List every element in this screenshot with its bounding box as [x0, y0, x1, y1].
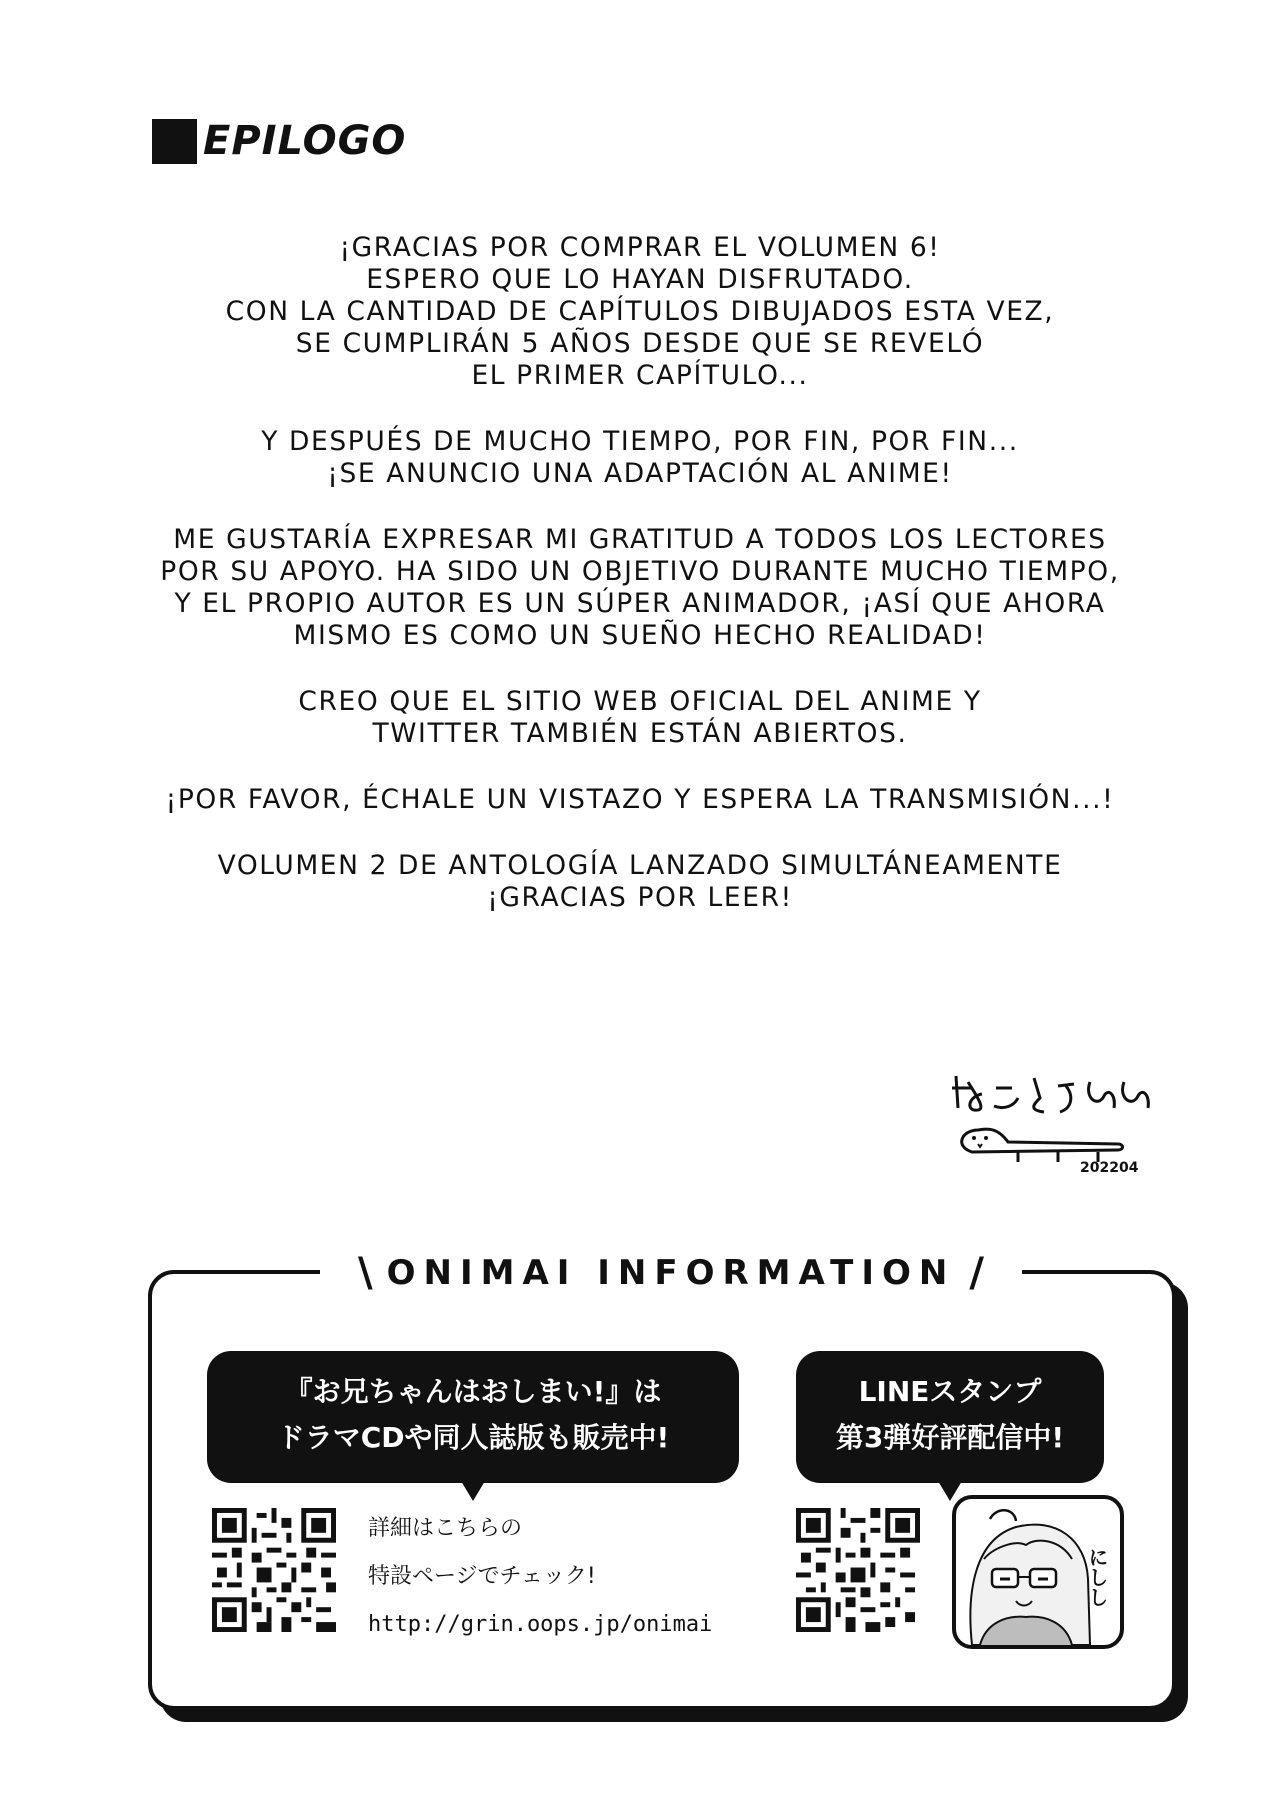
- qr-code-icon[interactable]: [212, 1508, 336, 1632]
- text-line: VOLUMEN 2 DE ANTOLOGÍA LANZADO SIMULTÁNEAMENTE: [217, 850, 1063, 881]
- info-title-text: ONIMAI INFORMATION: [386, 1253, 956, 1293]
- sticker-caption: にしし: [1085, 1547, 1109, 1607]
- epilogue-text: [80, 232, 1200, 948]
- paragraph: [80, 784, 1200, 816]
- text-line: Y EL PROPIO AUTOR ES UN SÚPER ANIMADOR, ¡ASÍ QUE AHORA: [174, 588, 1106, 619]
- slash-decoration: \: [358, 1250, 373, 1296]
- signature-date: 202204: [1080, 1160, 1139, 1176]
- bubble-line: ドラマCDや同人誌版も販売中!: [276, 1421, 670, 1454]
- text-line: ME GUSTARÍA EXPRESAR MI GRATITUD A TODOS LOS LECTORES: [173, 524, 1107, 555]
- text-line: SE CUMPLIRÁN 5 AÑOS DESDE QUE SE REVELÓ: [295, 328, 985, 359]
- info-title: [320, 1248, 1022, 1298]
- paragraph: [80, 426, 1200, 490]
- text-line: ¡GRACIAS POR COMPRAR EL VOLUMEN 6!: [339, 232, 941, 263]
- paragraph: [80, 524, 1200, 652]
- heading-block-marker: [152, 119, 197, 164]
- text-line: CREO QUE EL SITIO WEB OFICIAL DEL ANIME Y: [298, 686, 982, 717]
- bubble-line: 第3弾好評配信中!: [835, 1421, 1065, 1454]
- text-line: ¡POR FAVOR, ÉCHALE UN VISTAZO Y ESPERA LA TRANSMISIÓN...!: [165, 784, 1115, 815]
- details-line: 特設ページでチェック!: [368, 1564, 596, 1589]
- slash-decoration: /: [969, 1250, 984, 1296]
- bubble-line: 『お兄ちゃんはおしまい!』は: [284, 1375, 662, 1408]
- text-line: MISMO ES COMO UN SUEÑO HECHO REALIDAD!: [293, 620, 987, 651]
- line-sticker-bubble: [796, 1351, 1104, 1483]
- section-heading: [152, 118, 406, 164]
- drama-cd-bubble: [207, 1351, 739, 1483]
- paragraph: [80, 850, 1200, 914]
- text-line: POR SU APOYO. HA SIDO UN OBJETIVO DURANTE MUCHO TIEMPO,: [160, 556, 1120, 587]
- paragraph: [80, 232, 1200, 392]
- text-line: EL PRIMER CAPÍTULO...: [471, 360, 809, 391]
- text-line: TWITTER TAMBIÉN ESTÁN ABIERTOS.: [372, 718, 908, 749]
- bubble-line: LINEスタンプ: [858, 1375, 1042, 1408]
- text-line: ¡SE ANUNCIO UNA ADAPTACIÓN AL ANIME!: [327, 458, 953, 489]
- details-url-link[interactable]: http://grin.oops.jp/onimai: [368, 1612, 713, 1637]
- line-sticker-preview: [952, 1495, 1124, 1649]
- heading-title: EPILOGO: [203, 118, 407, 164]
- details-text: [368, 1505, 712, 1649]
- author-signature: [948, 1068, 1158, 1178]
- text-line: Y DESPUÉS DE MUCHO TIEMPO, POR FIN, POR FIN...: [261, 426, 1019, 457]
- text-line: CON LA CANTIDAD DE CAPÍTULOS DIBUJADOS ESTA VEZ,: [225, 296, 1055, 327]
- text-line: ESPERO QUE LO HAYAN DISFRUTADO.: [366, 264, 914, 295]
- text-line: ¡GRACIAS POR LEER!: [487, 882, 793, 913]
- details-line: 詳細はこちらの: [368, 1516, 523, 1541]
- paragraph: [80, 686, 1200, 750]
- qr-code-icon[interactable]: [796, 1508, 920, 1632]
